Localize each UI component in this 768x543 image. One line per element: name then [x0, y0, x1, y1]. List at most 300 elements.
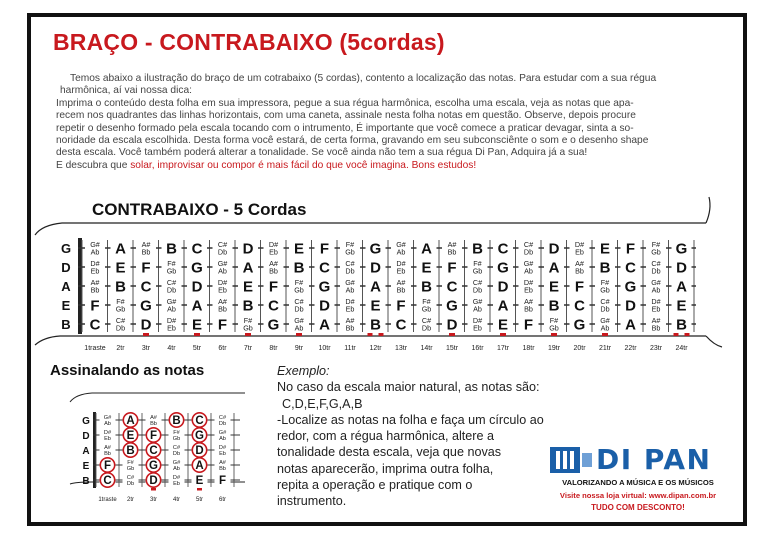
note-label: G [140, 297, 152, 315]
note-label: G [191, 259, 203, 277]
note-label: F [625, 240, 636, 258]
fret-number-label: 17tr [496, 345, 510, 352]
note-sharp-label: C# [217, 240, 228, 249]
string-name: B [82, 476, 90, 487]
note-label: B [472, 240, 483, 258]
note-label: B [293, 259, 305, 277]
fret-number-label: 16tr [471, 345, 484, 352]
note-sharp-label: C# [651, 259, 661, 268]
note-flat-label: Ab [345, 285, 355, 295]
note-label: C [497, 240, 509, 258]
note-flat-label: Eb [104, 436, 111, 443]
note-label: F [268, 278, 279, 296]
intro-text [56, 73, 746, 172]
note-flat-label: Ab [396, 247, 406, 257]
note-label: E [195, 475, 204, 488]
neck-top-edge [35, 223, 706, 235]
fret-number-label: 15tr [445, 345, 459, 352]
note-label: E [242, 278, 254, 296]
note-sharp-label: A# [575, 259, 584, 268]
note-sharp-label: A# [396, 278, 406, 287]
note-sharp-label: G# [472, 297, 483, 306]
note-flat-label: Eb [269, 247, 278, 257]
note-sharp-label: C# [345, 259, 355, 268]
neck-bottom-edge [35, 336, 706, 345]
note-label: F [523, 316, 534, 334]
fret-marker [449, 333, 455, 336]
note-label: G [149, 460, 158, 473]
note-label: D [319, 297, 330, 315]
note-label: B [548, 297, 560, 315]
note-flat-label: Db [172, 451, 181, 458]
fret-number-label: 6tr [218, 497, 227, 503]
note-flat-label: Eb [167, 323, 176, 333]
note-sharp-label: F# [127, 460, 134, 466]
note-label: A [676, 278, 687, 296]
note-label: F [217, 316, 228, 334]
example-text [277, 363, 577, 510]
fret-number-label: 5tr [195, 497, 204, 503]
fret-marker [500, 333, 506, 336]
note-label: F [319, 240, 330, 258]
fret-number-label: 2tr [126, 497, 135, 503]
note-flat-label: Gb [243, 323, 253, 333]
note-flat-label: Bb [269, 266, 278, 276]
note-label: C [89, 316, 101, 334]
fret-marker [194, 333, 200, 336]
note-label: G [624, 278, 637, 296]
note-flat-label: Db [166, 285, 177, 295]
note-sharp-label: D# [523, 278, 534, 287]
note-sharp-label: A# [141, 240, 151, 249]
note-sharp-label: C# [294, 297, 304, 306]
note-label: G [267, 316, 280, 334]
note-flat-label: Bb [651, 323, 661, 333]
fret-marker [368, 333, 373, 336]
note-flat-label: Bb [104, 451, 111, 458]
note-flat-label: Db [345, 266, 355, 276]
note-label: D [149, 475, 158, 488]
fret-number-label: 23tr [649, 345, 663, 352]
note-label: E [115, 259, 126, 277]
note-label: A [421, 240, 432, 258]
fret-number-label: 8tr [269, 345, 278, 352]
note-flat-label: Gb [651, 247, 661, 257]
note-flat-label: Eb [173, 481, 180, 488]
string-name: B [61, 317, 71, 332]
intro-prefix: E descubra que [56, 159, 131, 171]
note-sharp-label: C# [472, 278, 483, 287]
string-name: E [82, 461, 90, 472]
note-label: C [395, 316, 407, 334]
note-label: C [140, 278, 152, 296]
example-line: repita a operação e pratique com o [277, 478, 473, 493]
note-label: F [218, 475, 227, 488]
note-sharp-label: D# [345, 297, 355, 306]
intro-highlight: solar, improvisar ou compor é mais fácil do que você imagina. Bons estudos! [130, 159, 477, 171]
note-sharp-label: G# [217, 259, 228, 268]
note-label: A [126, 415, 135, 428]
note-label: F [149, 430, 158, 443]
note-sharp-label: G# [294, 316, 304, 325]
note-label: E [191, 316, 203, 334]
note-label: G [369, 240, 382, 258]
note-label: F [574, 278, 585, 296]
fret-number-label: 20tr [573, 345, 586, 352]
note-flat-label: Ab [600, 323, 610, 333]
note-sharp-label: A# [90, 278, 100, 287]
fret-number-label: 7tr [243, 345, 253, 352]
note-flat-label: Ab [104, 421, 111, 428]
note-label: D [676, 259, 687, 277]
note-label: D [548, 240, 560, 258]
note-label: F [396, 297, 406, 315]
note-flat-label: Eb [651, 304, 661, 314]
note-sharp-label: C# [600, 297, 610, 306]
example-line: redor, com a régua harmônica, altere a [277, 429, 495, 444]
fret-number-label: 1traste [98, 497, 117, 503]
note-label: C [446, 278, 458, 296]
intro-line: noridade da escala escolhida. Desta forma você estará, de certa forma, gravando em seu subconsciênte o som e o desenho shape [56, 135, 649, 147]
assinalando-title: Assinalando as notas [50, 362, 205, 379]
note-flat-label: Ab [173, 466, 180, 473]
note-sharp-label: F# [167, 259, 176, 268]
note-label: E [421, 259, 432, 277]
note-label: D [242, 240, 254, 258]
fret-number-label: 12tr [369, 345, 382, 352]
note-label: C [191, 240, 203, 258]
note-label: G [446, 297, 458, 315]
note-sharp-label: F# [651, 240, 661, 249]
fretboard-title: CONTRABAIXO - 5 Cordas [92, 200, 307, 219]
note-sharp-label: D# [103, 430, 112, 436]
bass-fretboard [30, 195, 742, 355]
note-sharp-label: G# [90, 240, 100, 249]
fret-number-label: 4tr [172, 497, 181, 503]
fret-number-label: 2tr [116, 345, 125, 352]
intro-line: repetir o desenho formado pela escala tocando com o intrumento, É importante que você comece a praticar devagar, sinta a so- [56, 122, 634, 134]
note-sharp-label: F# [173, 430, 180, 436]
note-label: B [166, 240, 177, 258]
note-flat-label: Db [651, 266, 661, 276]
note-sharp-label: G# [600, 316, 610, 325]
note-sharp-label: D# [268, 240, 279, 249]
note-label: A [625, 316, 636, 334]
note-label: D [195, 445, 204, 458]
note-flat-label: Bb [219, 466, 226, 473]
note-sharp-label: G# [166, 297, 177, 306]
note-sharp-label: A# [269, 259, 278, 268]
note-label: F [447, 259, 457, 277]
note-flat-label: Eb [218, 285, 227, 295]
fret-number-label: 6tr [218, 345, 227, 352]
note-label: B [676, 316, 687, 334]
neck-head-curve [706, 197, 710, 223]
note-flat-label: Ab [90, 247, 100, 257]
note-label: C [149, 445, 158, 458]
fret-number-label: 1traste [84, 345, 106, 352]
example-line: No caso da escala maior natural, as notas são: [277, 380, 540, 395]
note-flat-label: Gb [115, 304, 126, 314]
note-label: E [599, 240, 611, 258]
note-flat-label: Bb [90, 285, 100, 295]
note-flat-label: Eb [524, 285, 533, 295]
fret-number-label: 10tr [318, 345, 331, 352]
note-flat-label: Bb [141, 247, 151, 257]
note-sharp-label: C# [421, 316, 432, 325]
note-flat-label: Db [472, 285, 483, 295]
note-sharp-label: A# [218, 297, 227, 306]
note-flat-label: Ab [219, 436, 226, 443]
note-flat-label: Ab [524, 266, 533, 276]
note-label: A [195, 460, 204, 473]
note-flat-label: Gb [549, 323, 559, 333]
note-label: F [141, 259, 151, 277]
fret-number-label: 9tr [294, 345, 304, 352]
note-label: F [90, 297, 100, 315]
note-label: D [140, 316, 152, 334]
note-sharp-label: F# [422, 297, 431, 306]
fret-marker [151, 488, 156, 491]
example-notes: C,D,E,F,G,A,B [282, 396, 363, 411]
note-flat-label: Db [218, 421, 227, 428]
note-label: G [195, 430, 204, 443]
note-flat-label: Gb [600, 285, 610, 295]
note-flat-label: Gb [294, 285, 304, 295]
note-flat-label: Db [294, 304, 304, 314]
fret-marker [379, 333, 384, 336]
note-label: C [319, 259, 330, 277]
note-label: E [126, 430, 135, 443]
note-sharp-label: F# [294, 278, 304, 287]
note-label: E [293, 240, 305, 258]
note-sharp-label: G# [345, 278, 355, 287]
note-flat-label: Gb [126, 466, 135, 473]
example-fretboard [50, 382, 250, 503]
note-label: D [370, 259, 381, 277]
brand-block [548, 445, 728, 515]
string-name: A [61, 279, 71, 294]
fret-marker [602, 333, 608, 336]
store-link[interactable]: Visite nossa loja virtual: www.dipan.com.br [559, 491, 717, 500]
note-flat-label: Gb [166, 266, 177, 276]
neck-top-edge [70, 393, 245, 402]
fret-number-label: 13tr [394, 345, 408, 352]
note-label: A [115, 240, 126, 258]
intro-line [56, 160, 746, 172]
note-sharp-label: G# [523, 259, 534, 268]
note-label: B [172, 415, 181, 428]
note-sharp-label: G# [103, 415, 112, 421]
note-label: C [103, 475, 112, 488]
note-sharp-label: D# [651, 297, 661, 306]
fret-marker [296, 333, 302, 336]
note-label: B [126, 445, 135, 458]
note-flat-label: Db [421, 323, 432, 333]
note-label: C [195, 415, 204, 428]
intro-line: desta escala. Você também poderá alterar a tonalidade. Se você ainda não tem a sua régua Di Pan, Adquira já a sua! [56, 147, 588, 159]
note-sharp-label: C# [115, 316, 126, 325]
note-flat-label: Ab [294, 323, 304, 333]
note-label: D [625, 297, 636, 315]
note-sharp-label: D# [172, 475, 181, 481]
string-name: E [61, 298, 71, 313]
note-label: A [319, 316, 330, 334]
note-flat-label: Gb [472, 266, 483, 276]
note-label: E [497, 316, 509, 334]
note-flat-label: Ab [651, 285, 661, 295]
note-sharp-label: G# [218, 430, 227, 436]
note-sharp-label: A# [219, 460, 226, 466]
note-sharp-label: F# [243, 316, 253, 325]
fret-number-label: 22tr [624, 345, 637, 352]
note-label: E [548, 278, 560, 296]
note-label: C [268, 297, 279, 315]
example-line: notas aparecerão, imprima outra folha, [277, 461, 494, 476]
note-label: B [242, 297, 254, 315]
note-label: B [599, 259, 611, 277]
fret-number-label: 11tr [344, 345, 356, 352]
note-label: B [421, 278, 432, 296]
neck-end-curve [706, 336, 722, 347]
note-sharp-label: A# [524, 297, 533, 306]
fret-number-label: 3tr [149, 497, 158, 503]
note-sharp-label: D# [90, 259, 100, 268]
note-flat-label: Bb [218, 304, 227, 314]
note-sharp-label: A# [651, 316, 661, 325]
note-label: C [574, 297, 585, 315]
note-flat-label: Ab [218, 266, 227, 276]
note-flat-label: Eb [219, 451, 226, 458]
note-label: G [573, 316, 586, 334]
note-sharp-label: C# [126, 475, 135, 481]
note-flat-label: Gb [421, 304, 432, 314]
note-flat-label: Eb [575, 247, 584, 257]
note-flat-label: Bb [345, 323, 355, 333]
note-flat-label: Eb [345, 304, 355, 314]
note-label: F [103, 460, 112, 473]
intro-line: recem nos quadrantes das linhas horizontais, com uma caneta, assinale nesta folha notas em questão. Observe, depois procure [56, 110, 636, 122]
fret-number-label: 5tr [192, 345, 202, 352]
note-sharp-label: D# [574, 240, 585, 249]
fret-number-label: 21tr [598, 345, 612, 352]
note-sharp-label: G# [651, 278, 661, 287]
note-flat-label: Ab [473, 304, 482, 314]
note-flat-label: Ab [167, 304, 176, 314]
note-label: G [318, 278, 331, 296]
string-name: G [82, 416, 90, 427]
note-flat-label: Gb [345, 247, 355, 257]
fret-number-label: 19tr [547, 345, 561, 352]
note-sharp-label: G# [172, 460, 181, 466]
note-sharp-label: D# [472, 316, 483, 325]
note-sharp-label: C# [166, 278, 177, 287]
fret-marker [674, 333, 679, 336]
example-label: Exemplo: [277, 364, 330, 378]
note-label: A [548, 259, 560, 277]
fret-marker [143, 333, 149, 336]
note-sharp-label: C# [172, 445, 181, 451]
note-flat-label: Eb [90, 266, 100, 276]
note-sharp-label: C# [523, 240, 534, 249]
note-sharp-label: F# [345, 240, 355, 249]
note-flat-label: Gb [172, 436, 181, 443]
string-name: D [61, 260, 71, 275]
note-sharp-label: D# [166, 316, 177, 325]
note-sharp-label: F# [116, 297, 125, 306]
note-label: G [675, 240, 688, 258]
note-label: A [370, 278, 381, 296]
note-flat-label: Bb [447, 247, 457, 257]
note-flat-label: Db [523, 247, 534, 257]
fret-marker [197, 488, 202, 491]
note-label: C [625, 259, 636, 277]
note-flat-label: Db [600, 304, 610, 314]
fret-marker [551, 333, 557, 336]
note-sharp-label: A# [345, 316, 355, 325]
note-label: B [370, 316, 381, 334]
example-line: instrumento. [277, 494, 347, 509]
note-sharp-label: D# [396, 259, 406, 268]
note-label: A [191, 297, 203, 315]
fret-number-label: 24tr [675, 345, 688, 352]
note-label: D [497, 278, 509, 296]
note-label: E [370, 297, 381, 315]
discount-text: TUDO COM DESCONTO! [591, 503, 685, 512]
brand-slogan: VALORIZANDO A MÚSICA E OS MÚSICOS [562, 478, 714, 487]
note-sharp-label: A# [447, 240, 457, 249]
note-label: G [497, 259, 509, 277]
intro-line: Temos abaixo a ilustração do braço de um cotrabaixo (5 cordas), contento a localização das notas. Para estudar com a sua régua [70, 73, 657, 84]
logo-wordmark: DI PAN [596, 443, 712, 476]
note-label: D [446, 316, 458, 334]
note-label: E [676, 297, 687, 315]
note-flat-label: Eb [396, 266, 406, 276]
note-flat-label: Bb [575, 266, 584, 276]
string-name: G [60, 241, 72, 256]
note-sharp-label: D# [218, 445, 227, 451]
string-name: D [82, 431, 90, 442]
note-sharp-label: D# [217, 278, 228, 287]
note-sharp-label: F# [600, 278, 610, 287]
fret-number-label: 4tr [167, 345, 176, 352]
logo-mark-icon [548, 445, 594, 475]
note-flat-label: Bb [150, 421, 157, 428]
string-name: A [82, 446, 90, 457]
example-line: tonalidade desta escala, veja que novas [277, 445, 502, 460]
fret-number-label: 14tr [420, 345, 433, 352]
intro-line: harmônica, aí vai nossa dica: [60, 85, 192, 97]
note-label: A [497, 297, 509, 315]
note-label: B [115, 278, 126, 296]
brand-logo [548, 445, 728, 475]
example-line: -Localize as notas na folha e faça um círculo ao [277, 412, 544, 427]
fret-marker [685, 333, 690, 336]
note-sharp-label: A# [150, 415, 157, 421]
note-flat-label: Bb [396, 285, 406, 295]
note-flat-label: Db [217, 247, 228, 257]
note-sharp-label: F# [473, 259, 482, 268]
note-sharp-label: F# [549, 316, 559, 325]
fret-number-label: 18tr [522, 345, 535, 352]
note-flat-label: Db [115, 323, 126, 333]
note-sharp-label: G# [396, 240, 406, 249]
note-flat-label: Db [126, 481, 135, 488]
note-sharp-label: A# [104, 445, 111, 451]
fret-marker [245, 333, 251, 336]
note-label: D [191, 278, 203, 296]
intro-line: Imprima o conteúdo desta folha em sua impressora, pegue a sua régua harmônica, escolha uma escala, veja as notas que apa- [56, 97, 634, 109]
